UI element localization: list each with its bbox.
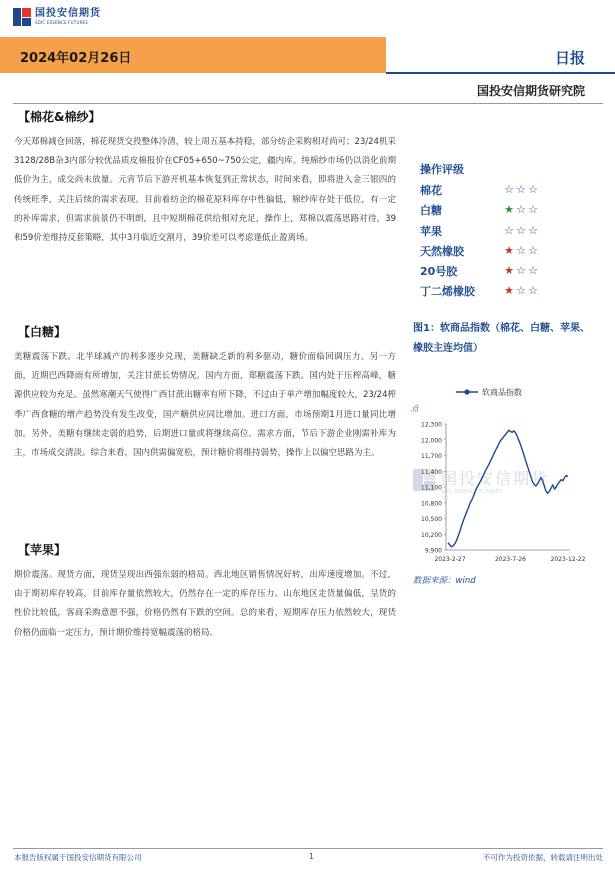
y-tick-label: 10,200: [421, 531, 442, 539]
star-empty-icon: ☆: [528, 183, 538, 196]
star-empty-icon: ☆: [504, 224, 514, 237]
header-rule: [386, 72, 615, 74]
section-body-sugar: 美糖震荡下跌。北半球减产的利多逐步兑现，美糖缺乏新的利多驱动，糖价面临回调压力。另一方面，近期巴西降雨有所增加，关注甘蔗长势情况。国内方面，郑糖震荡下跌。国内处于压榨高峰，糖源供应较为充足。虽然寒潮天气使得广西甘蔗出糖率有所下降，不过由于单产增加幅度较大，23/24榨季广西食糖的增产趋势没有发生改变，国产糖供应同比增加。进口方面，市场预期1月进口量同比增加。另外，美糖有继续走弱的趋势，后期进口量或将继续高位。需求方面，节后下游企业刚需补库为主，市场成交清淡。综合来看，国内供需偏宽松，预计糖价将维持弱势，操作上以偏空思路为主。: [14, 352, 396, 459]
star-empty-icon: ☆: [516, 244, 526, 257]
star-empty-icon: ☆: [528, 284, 538, 297]
y-tick-label: 11,700: [421, 453, 442, 460]
section-body-cotton: 今天郑棉减仓回落，棉花现货交投整体冷清，较上周五基本持稳，部分纺企采购相对尚可；23/24机采3128/28B杂3内部分较优品质皮棉报价在CF05+650~750公定，疆内库。纯棉纱市场仍以消化前期低价为主，成交尚未放量。元宵节后下游开机基本恢复到正常状态，时间来看，即将进入金三银四的传统旺季，关注后续的需求表现。目前着纺企的棉花原料库存中性偏低，棉纱库存处于低位，有一定的补库需求，但需求前景仍不明朗，且中短期棉花供给相对充足，操作上，郑棉以震荡思路对待，39和59价差维持反套策略，其中3月临近交割月，39价差可以考虑逢低止盈离场。: [14, 137, 396, 244]
rating-stars: [503, 225, 539, 237]
section-title-apple: 【苹果】: [18, 543, 67, 557]
rating-stars: [503, 184, 539, 196]
rating-row: [420, 180, 600, 200]
logo-name-cn: 国投安信期货: [35, 8, 101, 19]
legend-label: 软商品指数: [482, 388, 522, 397]
star-filled-icon: ★: [504, 264, 514, 277]
star-filled-icon: ★: [504, 244, 514, 257]
footer-copyright: 本报告版权属于国投安信期货有限公司: [14, 853, 142, 862]
legend-marker: [464, 389, 469, 394]
star-empty-icon: ☆: [516, 284, 526, 297]
rating-stars: [503, 285, 539, 297]
chart-svg: [408, 378, 608, 568]
logo-mark-icon: [13, 8, 31, 26]
star-empty-icon: ☆: [504, 183, 514, 196]
y-tick-label: 12,000: [421, 437, 442, 445]
series-line-soft-commodity-index: [448, 430, 568, 547]
x-tick-label: 2023-2-27: [434, 556, 466, 563]
soft-commodity-chart: [408, 378, 608, 568]
section-body-apple: 期价震荡。现货方面，现货呈现出西强东弱的格局。西北地区销售情况好转，出库速度增加。不过，由于期初库存较高，目前库存量依然较大，仍然存在一定的库存压力。山东地区走货量偏低，呈货的性价比较低，客商采购意愿不强，价格仍然有下跌的空间。总的来看，短期库存压力依然较大，现货价格仍面临一定压力，预计期价维持宽幅震荡的格局。: [14, 570, 396, 638]
rating-row: [420, 200, 600, 220]
star-empty-icon: ☆: [528, 244, 538, 257]
watermark-en: SDIC ESSENCE FUTURES: [441, 488, 503, 495]
rating-row: [420, 221, 600, 241]
y-tick-label: 11,400: [421, 468, 442, 476]
x-tick-label: 2023-7-26: [494, 556, 527, 563]
star-empty-icon: ☆: [528, 224, 538, 237]
footer-page-number: 1: [309, 852, 314, 861]
rating-name: 白糖: [420, 204, 442, 217]
star-empty-icon: ☆: [528, 264, 538, 277]
logo-name-en: SDIC ESSENCE FUTURES: [35, 20, 89, 25]
section-title-cotton: 【棉花&棉纱】: [18, 110, 101, 124]
rating-stars: [503, 245, 539, 257]
rating-name: 棉花: [420, 184, 442, 197]
footer-disclaimer: 不可作为投资依据，转载请注明出处: [483, 853, 603, 862]
star-filled-icon: ★: [504, 284, 514, 297]
star-empty-icon: ☆: [516, 224, 526, 237]
y-tick-label: 10,500: [421, 516, 442, 523]
star-empty-icon: ☆: [516, 264, 526, 277]
rating-name: 苹果: [420, 225, 442, 238]
y-unit-label: 点: [411, 404, 419, 413]
rating-stars: [503, 204, 539, 216]
company-logo: [13, 8, 101, 30]
star-empty-icon: ☆: [516, 183, 526, 196]
y-tick-label: 11,100: [421, 484, 442, 492]
header-divider: [13, 103, 603, 104]
report-type: 日报: [554, 49, 585, 67]
rating-title: 操作评级: [420, 163, 464, 176]
x-tick-label: 2023-12-22: [550, 556, 586, 563]
rating-name: 丁二烯橡胶: [420, 285, 475, 298]
institute-name: 国投安信期货研究院: [476, 84, 585, 98]
figure-source: 数据来源：wind: [413, 576, 476, 586]
rating-row: [420, 241, 600, 261]
y-tick-label: 9,900: [424, 547, 442, 555]
footer-divider: [13, 848, 603, 849]
star-filled-icon: ★: [504, 203, 514, 216]
rating-name: 天然橡胶: [420, 245, 464, 258]
y-tick-label: 10,800: [421, 500, 442, 508]
section-title-sugar: 【白糖】: [18, 325, 67, 339]
y-tick-label: 12,300: [421, 421, 442, 429]
report-date: 2024年02月26日: [20, 51, 132, 66]
rating-row: [420, 261, 600, 281]
rating-name: 20号胶: [420, 265, 458, 278]
figure-caption: 图1：软商品指数（棉花、白糖、苹果、橡胶主连均值）: [413, 323, 590, 354]
star-empty-icon: ☆: [528, 203, 538, 216]
rating-row: [420, 281, 600, 301]
rating-stars: [503, 265, 539, 277]
watermark-cn: 国投安信期货: [441, 468, 550, 488]
star-empty-icon: ☆: [516, 203, 526, 216]
